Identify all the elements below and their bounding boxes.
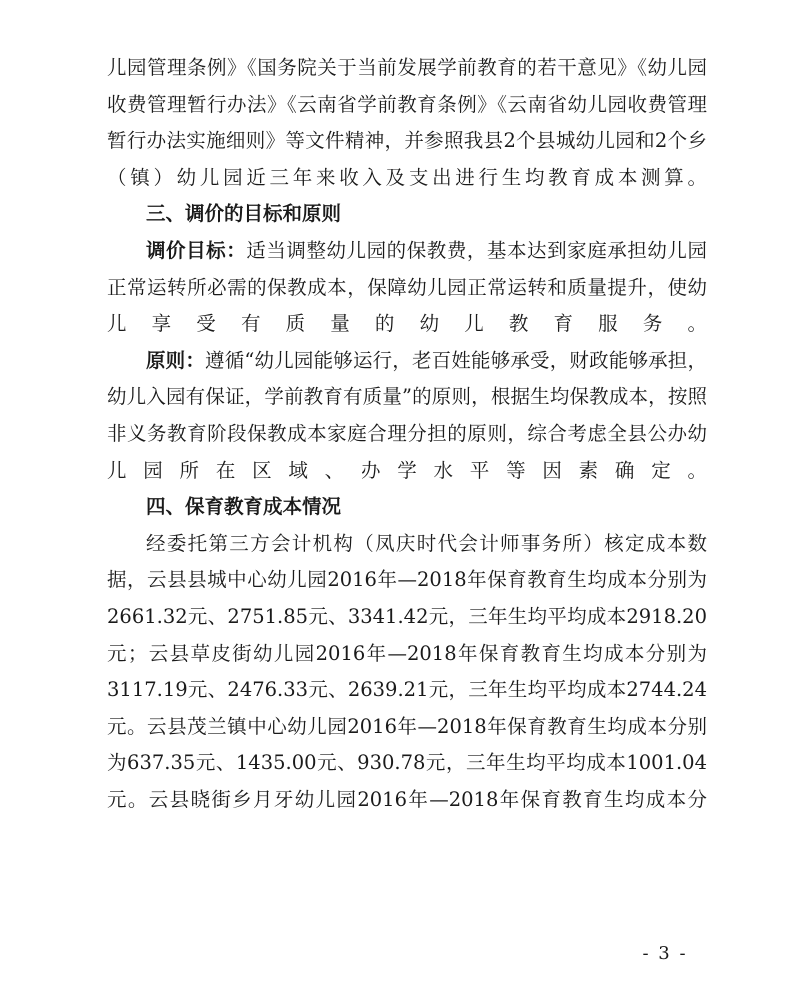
section-heading-3: 三、调价的目标和原则	[146, 202, 342, 226]
paragraph-regulations-basis	[107, 50, 707, 196]
paragraph-text: 遵循“幼儿园能够运行，老百姓能够承受，财政能够承担，幼儿入园有保证，学前教育有质量”的原则，根据生均保教成本，按照非义务教育阶段保教成本家庭合理分担的原则，综合考虑全县公办幼儿园所在区域、办学水平等因素确定。	[107, 348, 707, 482]
paragraph-adjustment-goal	[107, 233, 707, 343]
paragraph-text: 儿园管理条例》《国务院关于当前发展学前教育的若干意见》《幼儿园收费管理暂行办法》《云南省学前教育条例》《云南省幼儿园收费管理暂行办法实施细则》等文件精神，并参照我县2个县城幼儿园和2个乡（镇）幼儿园近三年来收入及支出进行生均教育成本测算。	[107, 56, 707, 189]
paragraph-lead: 调价目标：	[146, 238, 247, 262]
section-heading-4: 四、保育教育成本情况	[146, 495, 342, 519]
paragraph-lead: 原则：	[146, 348, 206, 372]
paragraph-text: 经委托第三方会计机构（凤庆时代会计师事务所）核定成本数据，云县县城中心幼儿园2016年—2018年保育教育生均成本分别为2661.32元、2751.85元、3341.42元，三年生均平均成本2918.20元；云县草皮街幼儿园2016年—2018年保育教育生均成本分别为3117.19元、2476.33元、2639.21元，三年生均平均成本2744.24元。云县茂兰镇中心幼儿园2016年—2018年保育教育生均成本分别为637.35元、1435.00元、930.78元，三年生均平均成本1001.04元。云县晓街乡月牙幼儿园2016年—2018年保育教育生均成本分	[107, 531, 707, 811]
paragraph-principles	[107, 343, 707, 489]
page-number: - 3 -	[642, 943, 688, 964]
document-body	[107, 50, 707, 818]
paragraph-text: 适当调整幼儿园的保教费，基本达到家庭承担幼儿园正常运转所必需的保教成本，保障幼儿园正常运转和质量提升，使幼儿享受有质量的幼儿教育服务。	[107, 238, 707, 336]
paragraph-cost-data	[107, 526, 707, 819]
